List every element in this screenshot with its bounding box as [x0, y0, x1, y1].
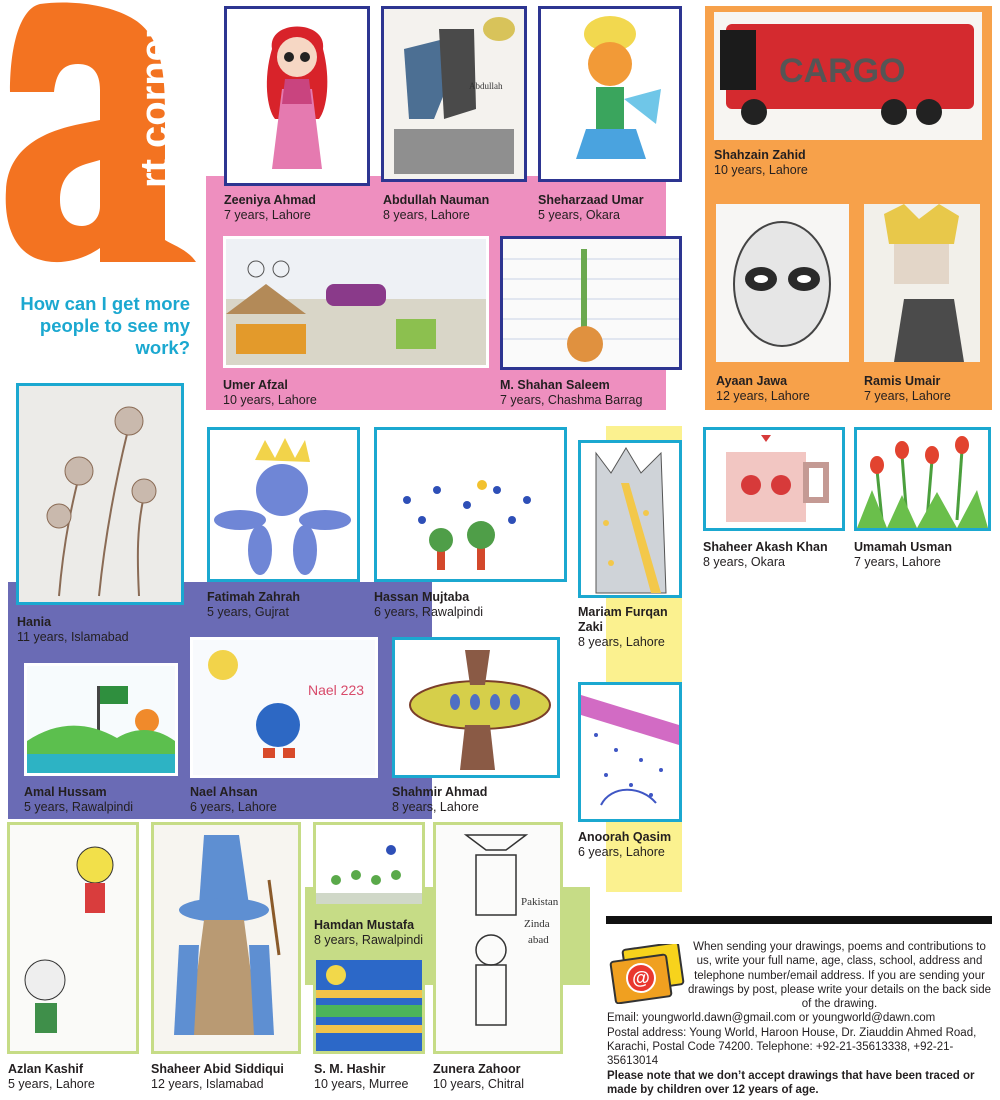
artist-detail: 7 years, Lahore [854, 555, 941, 569]
tulips-drawing [857, 430, 988, 528]
artist-detail: 12 years, Islamabad [151, 1077, 264, 1091]
artwork-hamdan [313, 822, 425, 907]
cargo-truck-drawing [714, 12, 982, 140]
artist-name: Amal Hussam [24, 785, 107, 799]
caption-shaheerabid [151, 1062, 284, 1092]
artist-name: Hassan Mujtaba [374, 590, 470, 604]
artwork-ramis [864, 204, 980, 362]
caption-amal [24, 785, 133, 815]
postal-line: Postal address: Young World, Haroon House, Dr. Ziauddin Ahmed Road, Karachi, Postal Code 74200. Telephone: +92-21-35613338, +92-21-35613014 [607, 1026, 977, 1068]
nael-scribble: Nael 223 [308, 682, 365, 698]
caption-azlan [8, 1062, 95, 1092]
wizard-drawing [154, 825, 298, 1051]
artist-name: Shahmir Ahmad [392, 785, 488, 799]
caption-shahan [500, 378, 642, 408]
artist-detail: 8 years, Rawalpindi [314, 933, 424, 947]
artist-detail: 10 years, Lahore [223, 393, 317, 407]
caption-ayaan [716, 374, 810, 404]
artist-detail: 7 years, Chashma Barrag [500, 393, 643, 407]
artwork-shaheerakash [703, 427, 845, 531]
instructions-text: When sending your drawings, poems and contributions to us, write your full name, age, class, school, address and telephone number/email address. If you are sending your drawings by post, please write your details on the back side of the drawing. [688, 941, 991, 1011]
artwork-anoorah [578, 682, 682, 822]
palm-trees-drawing [19, 386, 181, 602]
flag-landscape-drawing [27, 666, 175, 773]
artist-name: Zeeniya Ahmad [224, 193, 316, 207]
artist-name: Zunera Zahoor [433, 1062, 521, 1076]
artist-detail: 8 years, Lahore [392, 800, 479, 814]
octopus-king-drawing [210, 430, 357, 579]
artist-name: Sheharzaad Umar [538, 193, 644, 207]
artwork-hania [16, 383, 184, 605]
caption-umamah [854, 540, 952, 570]
fairy-drawing [541, 9, 679, 179]
artist-detail: 5 years, Okara [538, 208, 620, 222]
artist-name: Umer Afzal [223, 378, 288, 392]
artist-detail: 8 years, Lahore [383, 208, 470, 222]
caption-shahmir [392, 785, 487, 815]
artwork-zunera [433, 822, 563, 1054]
artist-name: Mariam Furqan Zaki [578, 605, 668, 634]
castle-tower-drawing [581, 443, 679, 595]
artist-name: Anoorah Qasim [578, 830, 672, 844]
artist-detail: 10 years, Murree [314, 1077, 409, 1091]
caption-anoorah [578, 830, 671, 860]
caption-shaheerakash [703, 540, 828, 570]
artist-name: Hamdan Mustafa [314, 918, 415, 932]
artist-detail: 6 years, Lahore [190, 800, 277, 814]
mug-drawing [706, 430, 842, 528]
artist-name: M. Shahan Saleem [500, 378, 610, 392]
info-divider [606, 916, 992, 924]
caption-shahzain [714, 148, 808, 178]
caption-ramis [864, 374, 951, 404]
artwork-fatimah [207, 427, 360, 582]
artwork-zeeniya [224, 6, 370, 186]
artist-name: Abdullah Nauman [383, 193, 490, 207]
artist-name: Shahzain Zahid [714, 148, 806, 162]
artist-detail: 8 years, Lahore [578, 635, 665, 649]
night-sky-drawing [377, 430, 564, 579]
artwork-azlan [7, 822, 139, 1054]
caption-hania [17, 615, 129, 645]
artist-name: Fatimah Zahrah [207, 590, 301, 604]
cartoon-characters-drawing [10, 825, 136, 1051]
caption-mariam [578, 605, 682, 650]
svg-text:@: @ [632, 968, 650, 988]
artwork-abdullah [381, 6, 527, 182]
masked-face-drawing [716, 204, 849, 362]
artist-detail: 5 years, Gujrat [207, 605, 289, 619]
artist-detail: 7 years, Lahore [224, 208, 311, 222]
batman-drawing [384, 9, 524, 179]
artist-name: Ramis Umair [864, 374, 941, 388]
road-scene-drawing [226, 239, 486, 365]
artist-name: Shaheer Abid Siddiqui [151, 1062, 284, 1076]
airplane-drawing [395, 640, 557, 775]
note-line: Please note that we don’t accept drawings that have been traced or made by children over 12 years of age. [607, 1069, 975, 1096]
soldier-flag-drawing [436, 825, 560, 1051]
caption-abdullah [383, 193, 489, 223]
artwork-sheharzaad [538, 6, 682, 182]
artwork-shaheerabid [151, 822, 301, 1054]
artist-name: Umamah Usman [854, 540, 952, 554]
artist-detail: 6 years, Rawalpindi [374, 605, 484, 619]
abdullah-signature: Abdullah [469, 81, 503, 91]
artwork-shahmir [392, 637, 560, 778]
artist-detail: 11 years, Islamabad [17, 630, 129, 644]
question-text: How can I get more people to see my work? [20, 293, 190, 358]
garden-drawing [316, 825, 422, 904]
artwork-shahzain [714, 12, 982, 140]
artist-detail: 8 years, Okara [703, 555, 785, 569]
artist-detail: 10 years, Lahore [714, 163, 808, 177]
artwork-nael [190, 637, 378, 778]
caption-zunera [433, 1062, 524, 1092]
hedgehog-drawing [193, 640, 375, 775]
artist-detail: 7 years, Lahore [864, 389, 951, 403]
caption-hassan [374, 590, 483, 620]
art-corner-title [118, 0, 178, 200]
caption-hashir [314, 1062, 408, 1092]
title-rest-text: rt corner [133, 23, 177, 188]
artist-name: Shaheer Akash Khan [703, 540, 828, 554]
artwork-umer [223, 236, 489, 368]
artwork-mariam [578, 440, 682, 598]
artist-detail: 12 years, Lahore [716, 389, 810, 403]
zinda-text: Zinda [524, 918, 550, 930]
sunset-lake-drawing [316, 960, 422, 1051]
artist-name: Azlan Kashif [8, 1062, 84, 1076]
artwork-hassan [374, 427, 567, 582]
caption-umer [223, 378, 317, 408]
abad-text: abad [528, 934, 549, 946]
mermaid-princess-drawing [227, 9, 367, 183]
caption-fatimah [207, 590, 300, 620]
cargo-text: CARGO [779, 52, 906, 90]
artist-detail: 10 years, Chitral [433, 1077, 525, 1091]
caption-sheharzaad [538, 193, 644, 223]
artist-detail: 5 years, Lahore [8, 1077, 95, 1091]
artist-detail: 5 years, Rawalpindi [24, 800, 134, 814]
artwork-umamah [854, 427, 991, 531]
fruit-drawing [503, 239, 679, 367]
artwork-shahan [500, 236, 682, 370]
caption-hamdan [314, 918, 423, 948]
submission-info [607, 940, 992, 1097]
caption-nael [190, 785, 277, 815]
artwork-amal [24, 663, 178, 776]
artist-name: Nael Ahsan [190, 785, 258, 799]
artist-name: Ayaan Jawa [716, 374, 788, 388]
artist-name: S. M. Hashir [314, 1062, 386, 1076]
anime-drawing [864, 204, 980, 362]
rain-scene-drawing [581, 685, 679, 819]
artist-name: Hania [17, 615, 52, 629]
artwork-hashir [313, 957, 425, 1054]
pakistan-text: Pakistan [521, 896, 559, 908]
email-line: Email: youngworld.dawn@gmail.com or youngworld@dawn.com [607, 1012, 936, 1025]
artwork-ayaan [716, 204, 849, 362]
caption-zeeniya [224, 193, 316, 223]
artist-detail: 6 years, Lahore [578, 845, 665, 859]
